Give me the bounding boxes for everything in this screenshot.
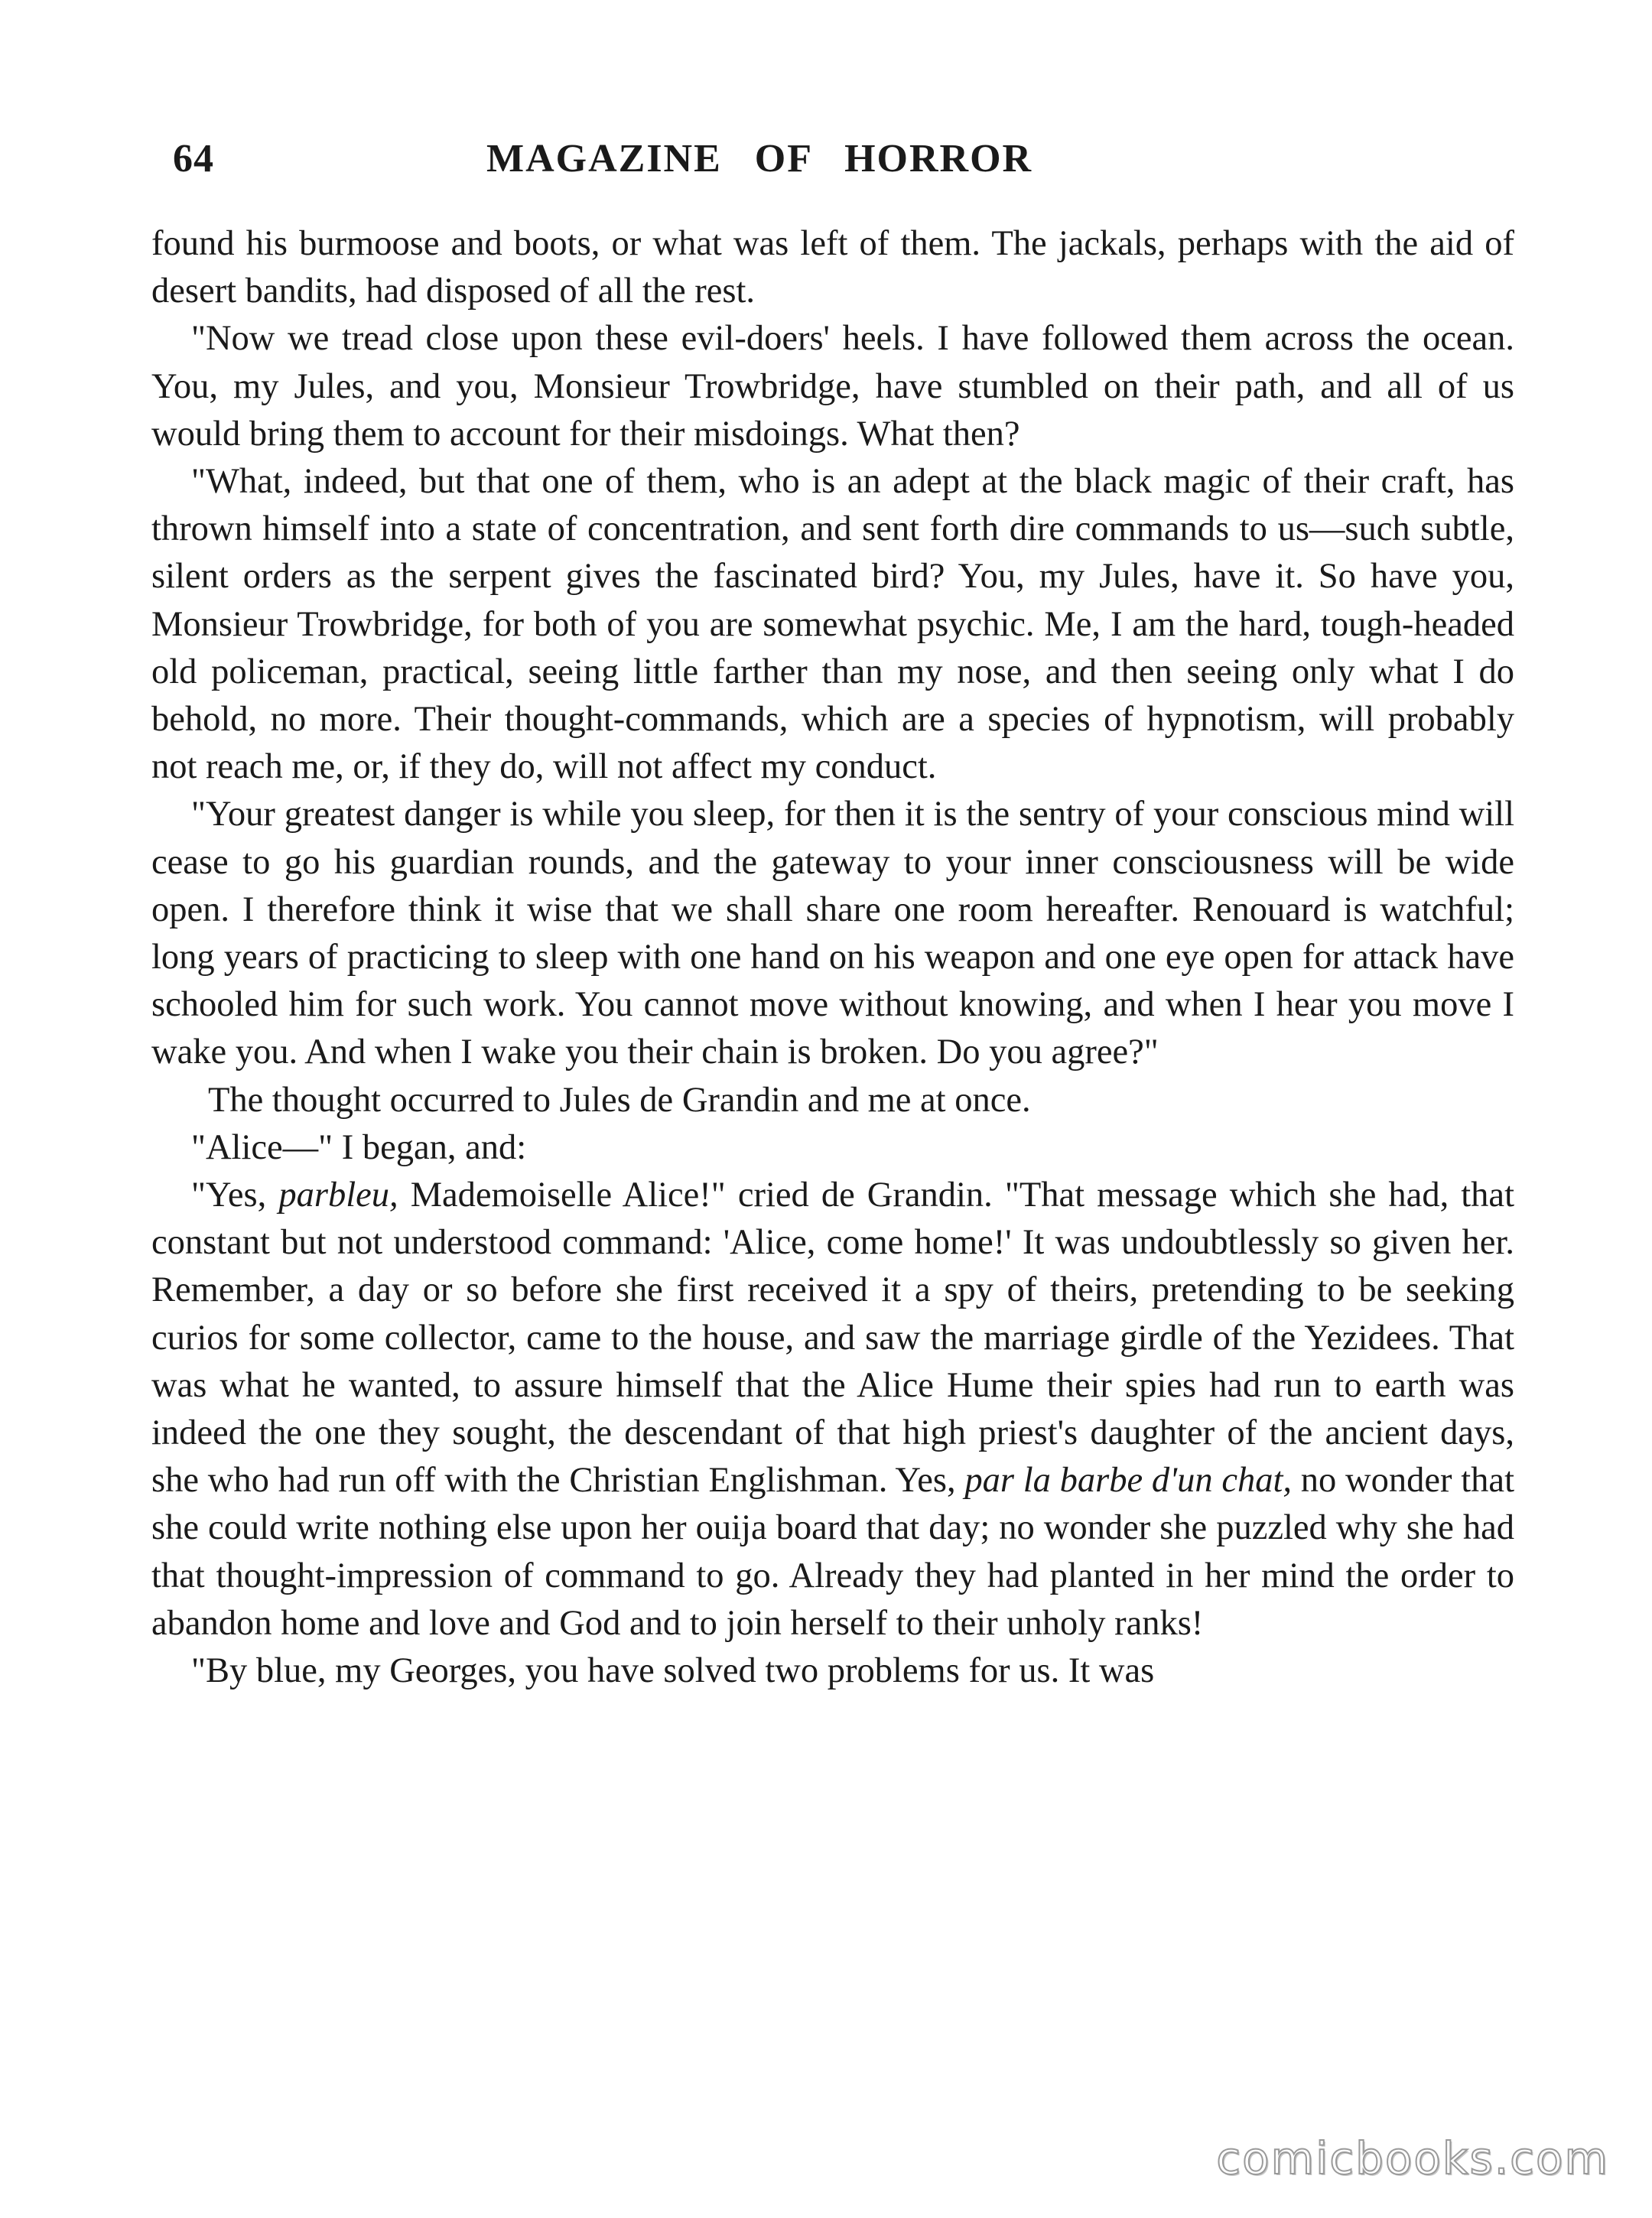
text-run: "Yes, [191, 1176, 279, 1215]
site-watermark: comicbooks.com [1216, 2132, 1609, 2184]
text-run: "By blue, my Georges, you have solved two problems for us. It was [191, 1651, 1155, 1691]
text-run: "Alice—" I began, and: [191, 1127, 527, 1167]
story-text [151, 220, 1514, 1695]
page-header [173, 136, 1527, 190]
text-run: "Now we tread close upon these evil-doers' heels. I have followed them across the ocean. You, my Jules, and you, Monsieur Trowbridge, have stumbled on their path, and all of us would bring them to account for their misdoings. What then? [151, 319, 1514, 454]
paragraph [151, 1172, 1514, 1647]
text-run: The thought occurred to Jules de Grandin and me at once. [208, 1080, 1031, 1120]
paragraph [151, 791, 1514, 1076]
text-run: "Your greatest danger is while you sleep, for then it is the sentry of your conscious mind will cease to go his guardian rounds, and the gateway to your inner consciousness will be wide open. I therefore think it wise that we shall share one room hereafter. Renouard is watchful; long years of practicing to sleep with one hand on his weapon and one eye open for attack have schooled him for such work. You cannot move without knowing, and when I hear you move I wake you. And when I wake you their chain is broken. Do you agree?" [151, 795, 1514, 1072]
text-run: "What, indeed, but that one of them, who is an adept at the black magic of their craft, has thrown himself into a state of concentration, and sent forth dire commands to us—such subtle, silent orders as the serpent gives the fascinated bird? You, my Jules, have it. So have you, Monsieur Trowbridge, for both of you are somewhat psychic. Me, I am the hard, tough-headed old policeman, practical, seeing little farther than my nose, and then seeing only what I do behold, no more. Their thought-commands, which are a species of hypnotism, will probably not reach me, or, if they do, will not affect my conduct. [151, 462, 1514, 787]
text-run: found his burmoose and boots, or what was left of them. The jackals, perhaps with the aid of desert bandits, had disposed of all the rest. [151, 224, 1514, 311]
paragraph [151, 1077, 1514, 1124]
italic-phrase: parbleu, [278, 1176, 398, 1215]
paragraph [151, 220, 1514, 315]
page-number: 64 [173, 137, 214, 180]
running-title: MAGAZINE OF HORROR [486, 137, 1033, 180]
paragraph [151, 1647, 1514, 1695]
italic-phrase: par la barbe d'un chat, [964, 1461, 1293, 1501]
text-run: Mademoiselle Alice!" cried de Grandin. "That message which she had, that constant but not understood command: 'Alice, come home!' It was undoubtlessly so given her. Remember, a day or so before she first received it a spy of theirs, pretending to be seeking curios for some collector, came to the house, and saw the marriage girdle of the Yezidees. That was what he wanted, to assure himself that the Alice Hume their spies had run to earth was indeed the one they sought, the descendant of that high priest's daughter of the ancient days, she who had run off with the Christian Englishman. Yes, [151, 1176, 1514, 1501]
text-run: no wonder that she could write nothing else upon her ouija board that day; no wonder she puzzled why she had that thought-impression of command to go. Already they had planted in her mind the order to abandon home and love and God and to join herself to their unholy ranks! [151, 1461, 1514, 1643]
paragraph [151, 458, 1514, 791]
paragraph [151, 315, 1514, 458]
paragraph [151, 1124, 1514, 1172]
